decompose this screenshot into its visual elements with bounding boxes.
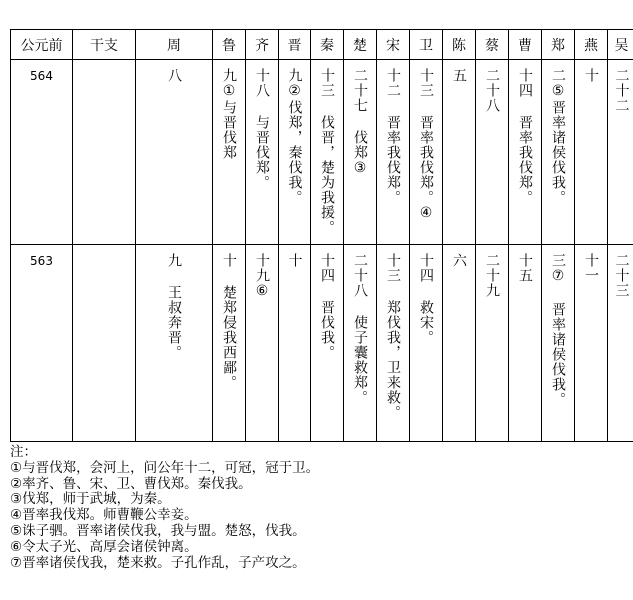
table-cell: [443, 60, 476, 245]
cell-text: 十四 晋率我伐郑。: [517, 68, 533, 205]
cell-text: 十九⑥: [254, 253, 270, 300]
header-cell-year: 公元前: [11, 30, 73, 60]
cell-text: 二⑤晋率诸侯伐我。: [550, 68, 566, 205]
table-cell: [542, 60, 575, 245]
table-cell: [608, 60, 633, 245]
header-cell-chu: 楚: [344, 30, 377, 60]
header-cell-wei: 卫: [410, 30, 443, 60]
table-cell: [246, 245, 279, 442]
header-cell-yan: 燕: [575, 30, 608, 60]
cell-text: 九②伐郑，秦伐我。: [286, 68, 303, 205]
header-cell-song: 宋: [377, 30, 410, 60]
cell-text: 二十三: [613, 253, 630, 298]
header-cell-cao: 曹: [509, 30, 542, 60]
table-cell: [279, 60, 311, 245]
cell-text: 十八 与晋伐郑。: [254, 68, 270, 190]
table-cell: [542, 245, 575, 442]
header-cell-wu: 吴: [608, 30, 633, 60]
cell-text: 九①与晋伐郑: [221, 68, 237, 160]
footnotes: [10, 445, 610, 571]
table-cell: [377, 60, 410, 245]
cell-text: 六: [451, 253, 467, 268]
cell-text: 八: [166, 68, 182, 83]
cell-text: 二十二: [613, 68, 630, 113]
footnotes-title: 注：: [10, 444, 37, 460]
table-cell: [575, 245, 608, 442]
header-row: [11, 30, 633, 60]
table-cell: [311, 60, 344, 245]
table-cell: [213, 60, 246, 245]
cell-text: 十四 晋伐我。: [319, 253, 335, 360]
table-cell: [476, 245, 509, 442]
table-cell: [344, 60, 377, 245]
cell-text: 十: [583, 68, 599, 83]
footnote-item: ⑤诛子驷。晋率诸侯伐我，我与盟。楚怒，伐我。: [10, 522, 306, 539]
cell-text: 二十八: [484, 68, 500, 113]
table-cell: [410, 60, 443, 245]
chronology-table: [10, 29, 633, 442]
table-row: [11, 245, 633, 442]
table-cell: [279, 245, 311, 442]
table-cell: [213, 245, 246, 442]
cell-text: 五: [451, 68, 467, 83]
cell-text: 十三 郑伐我，卫来救。: [385, 253, 401, 420]
header-cell-chen: 陈: [443, 30, 476, 60]
table-cell: [410, 245, 443, 442]
cell-text: 二十八 使子囊救郑。: [352, 253, 368, 405]
footnote-item: ④晋率我伐郑。师曹鞭公幸妾。: [10, 507, 198, 524]
header-cell-qi: 齐: [246, 30, 279, 60]
cell-text: 三⑦ 晋率诸侯伐我。: [550, 253, 566, 407]
header-cell-zheng: 郑: [542, 30, 575, 60]
cell-text: 十四 救宋。: [418, 253, 434, 345]
header-cell-jin: 晋: [279, 30, 311, 60]
footnote-item: ②率齐、鲁、宋、卫、曹伐郑。秦伐我。: [10, 475, 252, 492]
table-cell: [344, 245, 377, 442]
cell-text: 十二 晋率我伐郑。: [385, 68, 401, 205]
header-cell-zhou: 周: [136, 30, 213, 60]
cell-text: 十三 伐晋，楚为我援。: [319, 68, 335, 235]
table-cell: [73, 60, 136, 245]
header-cell-cai: 蔡: [476, 30, 509, 60]
cell-text: 十一: [583, 253, 599, 283]
table-cell: [575, 60, 608, 245]
header-cell-qin: 秦: [311, 30, 344, 60]
year-cell: 564: [11, 60, 73, 245]
table-cell: [136, 245, 213, 442]
table-cell: [246, 60, 279, 245]
table-cell: [311, 245, 344, 442]
cell-text: 十: [286, 253, 303, 268]
table-cell: [476, 60, 509, 245]
table-cell: [608, 245, 633, 442]
cell-text: 二十七 伐郑③: [352, 68, 368, 177]
footnote-item: ①与晋伐郑，会河上，问公年十二，可冠，冠于卫。: [10, 459, 320, 476]
table-cell: [443, 245, 476, 442]
cell-text: 十 楚郑侵我西鄙。: [221, 253, 237, 390]
table-row: [11, 60, 633, 245]
table-cell: [377, 245, 410, 442]
header-cell-lu: 鲁: [213, 30, 246, 60]
footnote-item: ⑦晋率诸侯伐我，楚来救。子孔作乱，子产攻之。: [10, 554, 306, 571]
cell-text: 九 王叔奔晋。: [166, 253, 182, 360]
table-cell: [509, 245, 542, 442]
footnote-item: ③伐郑，师于武城，为秦。: [10, 491, 171, 508]
footnote-item: ⑥令太子光、高厚会诸侯钟离。: [10, 538, 198, 555]
cell-text: 十五: [517, 253, 533, 283]
header-cell-ganzhi: 干支: [73, 30, 136, 60]
year-cell: 563: [11, 245, 73, 442]
cell-text: 二十九: [484, 253, 500, 298]
table-cell: [136, 60, 213, 245]
cell-text: 十三 晋率我伐郑。④: [418, 68, 434, 222]
table-cell: [509, 60, 542, 245]
table-cell: [73, 245, 136, 442]
